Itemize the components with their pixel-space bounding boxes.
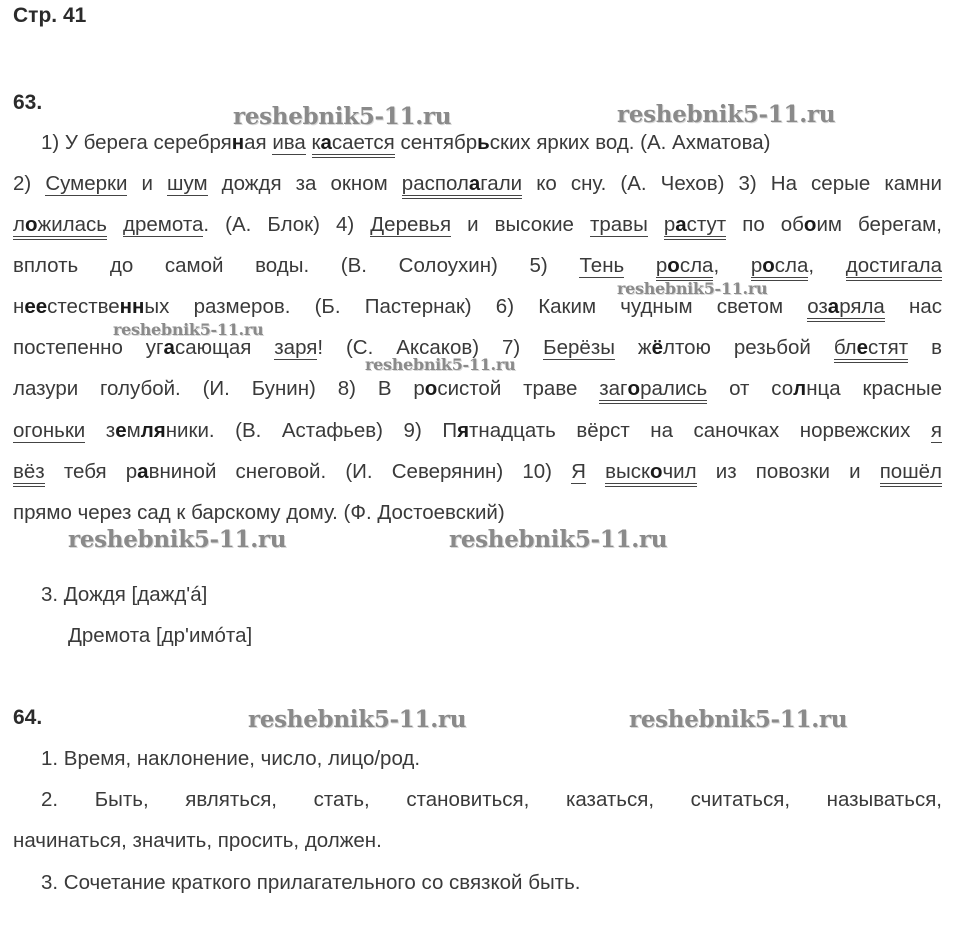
task63-line-2: 2) Сумерки и шум дождя за окном располагали ко сну. (А. Чехов) 3) На серые камни xyxy=(13,171,942,197)
watermark: reshebnik5-11.ru xyxy=(617,101,836,128)
watermark: reshebnik5-11.ru xyxy=(449,526,668,553)
task63-line-1: 1) У берега серебряная ива касается сентябрьских ярких вод. (А. Ахматова) xyxy=(41,130,955,156)
task63-line-7: лазури голубой. (И. Бунин) 8) В росистой траве загорались от солнца красные xyxy=(13,376,942,402)
task63-line-5: неестественных размеров. (Б. Пастернак) 6) Каким чудным светом озаряла нас xyxy=(13,294,942,320)
task63-line-6: постепенно угасающая заря! (С. Аксаков) 7) Берёзы жёлтою резьбой блестят в xyxy=(13,335,942,361)
task-number: 63. xyxy=(13,91,43,114)
task63-item-3: 3. Дождя [дажд'á] xyxy=(41,583,208,606)
task63-line-9: вёз тебя равниной снеговой. (И. Северянин) 10) Я выскочил из повозки и пошёл xyxy=(13,459,942,485)
watermark: reshebnik5-11.ru xyxy=(248,706,467,733)
task63-line-3: ложилась дремота. (А. Блок) 4) Деревья и высокие травы растут по обоим берегам, xyxy=(13,212,942,238)
task63-item-3-continuation: Дремота [др'имóта] xyxy=(68,624,253,647)
watermark: reshebnik5-11.ru xyxy=(617,279,768,298)
watermark: reshebnik5-11.ru xyxy=(113,320,264,339)
task-number: 64. xyxy=(13,706,43,729)
watermark: reshebnik5-11.ru xyxy=(233,103,452,130)
task63-line-8: огоньки земляники. (В. Астафьев) 9) Пятнадцать вёрст на саночках норвежских я xyxy=(13,419,942,442)
task64-item-3: 3. Сочетание краткого прилагательного со связкой быть. xyxy=(41,871,581,894)
watermark: reshebnik5-11.ru xyxy=(68,526,287,553)
task63-line-4: вплоть до самой воды. (В. Солоухин) 5) Тень росла, росла, достигала xyxy=(13,253,942,279)
watermark: reshebnik5-11.ru xyxy=(629,706,848,733)
task64-item-2-continuation: начинаться, значить, просить, должен. xyxy=(13,829,382,852)
task63-line-10: прямо через сад к барскому дому. (Ф. Достоевский) xyxy=(13,501,505,524)
task64-item-1: 1. Время, наклонение, число, лицо/род. xyxy=(41,747,421,770)
watermark: reshebnik5-11.ru xyxy=(365,355,516,374)
page-header: Стр. 41 xyxy=(13,4,87,27)
task64-item-2: 2. Быть, являться, стать, становиться, казаться, считаться, называться, xyxy=(41,788,942,811)
